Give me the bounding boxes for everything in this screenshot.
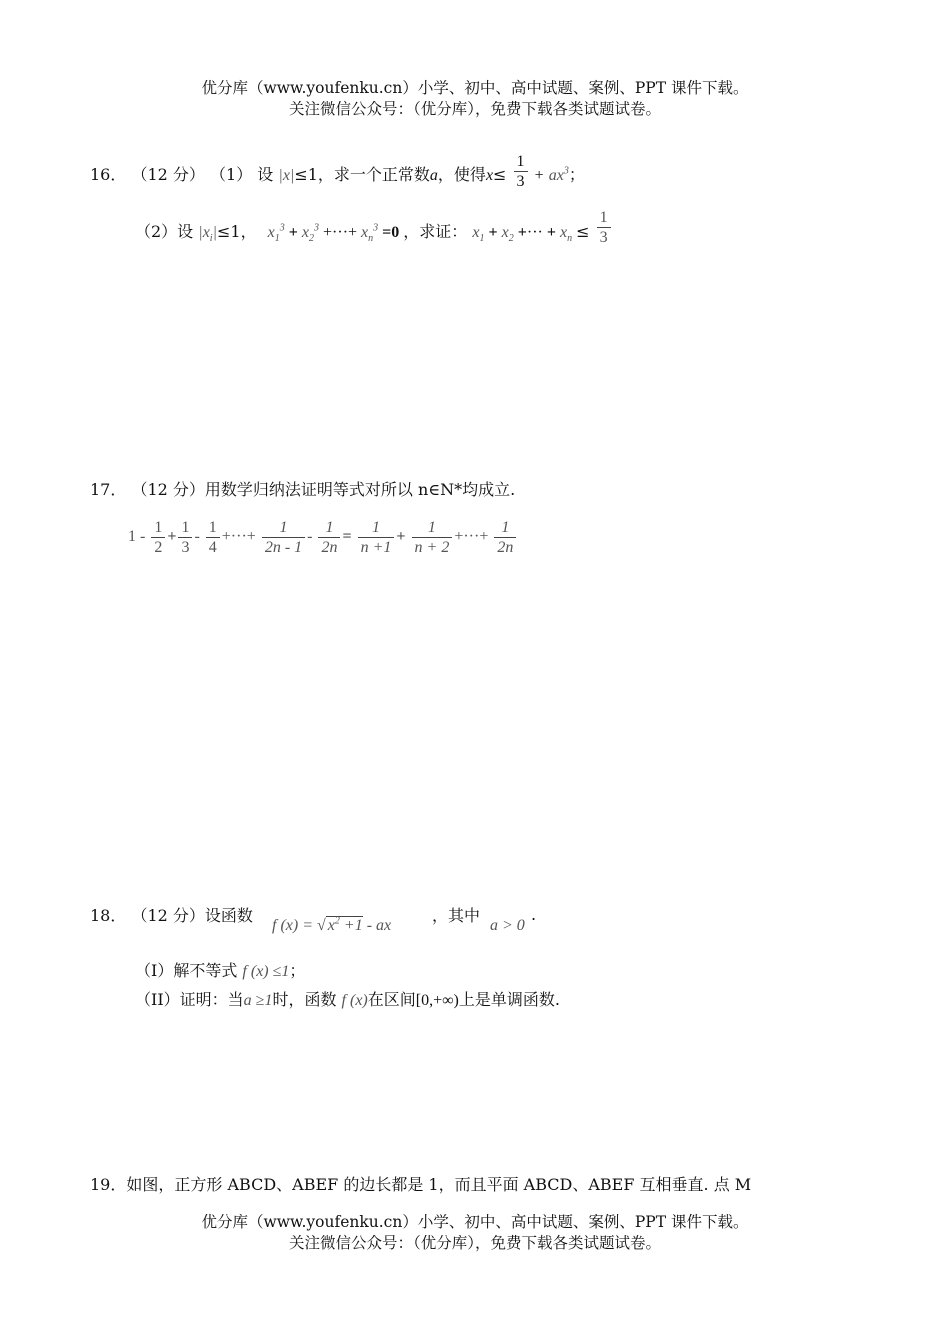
function: f (x) <box>341 992 368 1009</box>
leq: ≤ <box>576 222 590 241</box>
condition: a ≥1 <box>243 992 273 1009</box>
part-tag: （II）证明：当 <box>135 990 244 1009</box>
points: （12 分） <box>131 906 205 925</box>
question-number: 18． <box>90 906 127 925</box>
var-x: x <box>485 167 494 184</box>
question-17 <box>90 477 515 500</box>
abs-xi: $|x_i|$ <box>198 224 217 245</box>
text: ≤1，求一个正常数 <box>294 165 430 184</box>
text: ，求证： <box>403 222 468 241</box>
semicolon: ； <box>568 165 585 184</box>
sum-of-cubes: $x_1^3 + x_2^3$ +···+ $x_n^3 =0$ <box>267 222 400 245</box>
inequality: f (x) ≤1 <box>242 963 290 980</box>
semicolon: ； <box>289 961 306 980</box>
text: 上是单调函数. <box>458 990 560 1009</box>
period: . <box>531 905 537 924</box>
part-tag: （1） <box>210 165 253 184</box>
term: 1 - <box>128 528 146 546</box>
question-text: 用数学归纳法证明等式对所以 n∈N*均成立. <box>204 480 516 499</box>
part-tag: （I）解不等式 <box>135 961 238 980</box>
question-text: 如图，正方形 ABCD、ABEF 的边长都是 1，而且平面 ABCD、ABEF 互相垂直. 点 M <box>126 1175 752 1194</box>
part-tag: （2）设 <box>135 222 194 241</box>
footer-line-2: 关注微信公众号：（优分库），免费下载各类试题试卷。 <box>288 1234 661 1252</box>
question-18-stem <box>90 903 253 926</box>
text: 时，函数 <box>272 990 337 1009</box>
ax-cubed: $ax^3$ <box>548 165 569 184</box>
question-18-part-1 <box>135 958 305 981</box>
text: 设 <box>257 165 274 184</box>
condition-a: a > 0 <box>490 917 525 934</box>
footer-line-1: 优分库（www.youfenku.cn）小学、初中、高中试题、案例、PPT 课件下载。 <box>201 1213 749 1231</box>
header-line-2: 关注微信公众号：（优分库），免费下载各类试题试卷。 <box>288 100 661 118</box>
function-definition: f (x) = √ $x^2 +1$ - ax <box>272 915 392 934</box>
question-18-part-2 <box>135 987 560 1010</box>
question-19 <box>90 1172 751 1195</box>
var-a: a <box>429 167 438 184</box>
question-16-part-1 <box>90 153 585 191</box>
points: （12 分） <box>131 480 205 499</box>
plus: + <box>534 167 544 184</box>
abs-x: |x| <box>278 167 295 184</box>
header-line-1: 优分库（www.youfenku.cn）小学、初中、高中试题、案例、PPT 课件下载。 <box>201 79 749 97</box>
fraction-one-third: $\frac{1}{3}$ <box>597 208 611 247</box>
leq: ≤ <box>493 165 507 184</box>
question-18-condition-text: ，其中 <box>432 906 481 925</box>
question-number: 16． <box>90 165 127 184</box>
text: ≤1， <box>216 222 257 241</box>
question-text: 设函数 <box>204 906 253 925</box>
equation-17: 1 - $\frac{1}{2}$ + $\frac{1}{3}$ - $\frac{1}{4}$ +···+ $\frac{1}{2n - 1}$ - $\frac{1}{2n}$ = $\frac{1}{n +1}$ + $\frac{1}{n + 2}$ +···+ $\frac{1}{2n}$ <box>128 518 518 557</box>
sum-expression: $x_1 + x_2$ +··· + $x_n$ <box>472 224 573 245</box>
question-16-part-2 <box>135 209 613 247</box>
question-number: 17． <box>90 480 127 499</box>
text: ，使得 <box>437 165 486 184</box>
points: （12 分） <box>131 165 205 184</box>
text: 在区间 <box>367 990 416 1009</box>
interval: [0,+∞) <box>415 992 459 1009</box>
question-number: 19． <box>90 1175 127 1194</box>
fraction-one-third: $\frac{1}{3}$ <box>514 152 528 191</box>
